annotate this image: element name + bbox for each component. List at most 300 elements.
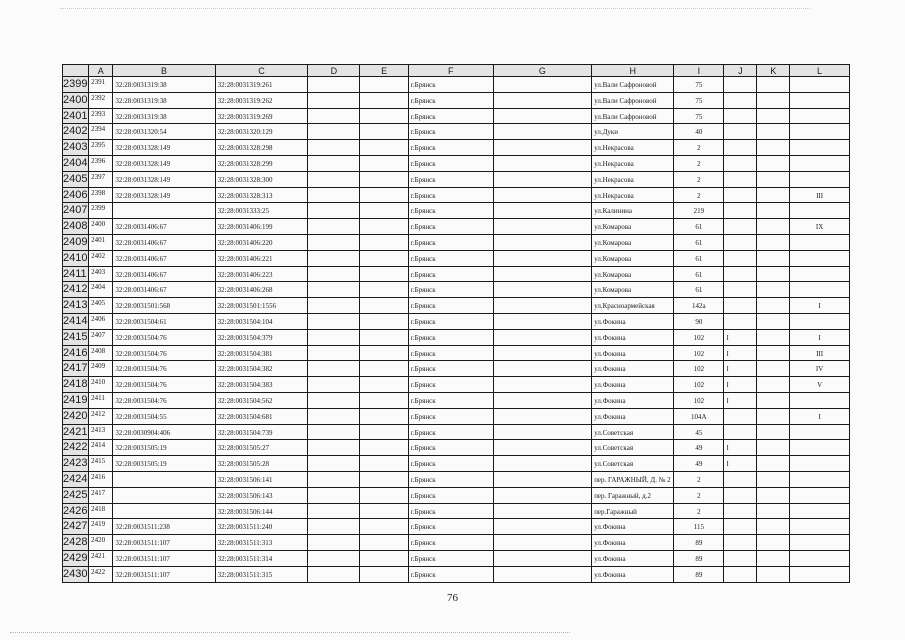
row-number[interactable]: 2404: [62, 156, 89, 172]
cell-j[interactable]: [724, 251, 757, 267]
cell-l[interactable]: [790, 156, 850, 172]
cell-e[interactable]: [360, 346, 408, 362]
row-number[interactable]: 2420: [62, 409, 89, 425]
cell-h[interactable]: ул.Фокина: [592, 535, 674, 551]
cell-l[interactable]: V: [790, 377, 850, 393]
cell-h[interactable]: ул.Фокина: [592, 361, 674, 377]
cell-h[interactable]: ул.Калинина: [592, 203, 674, 219]
cell-i[interactable]: 49: [674, 456, 724, 472]
cell-c[interactable]: 32:28:0031319:269: [216, 109, 309, 125]
cell-a[interactable]: 2416: [89, 472, 113, 488]
cell-l[interactable]: [790, 235, 850, 251]
cell-l[interactable]: [790, 393, 850, 409]
cell-e[interactable]: [360, 551, 408, 567]
cell-d[interactable]: [308, 203, 360, 219]
cell-l[interactable]: [790, 504, 850, 520]
cell-d[interactable]: [308, 124, 360, 140]
cell-a[interactable]: 2398: [89, 188, 113, 204]
cell-k[interactable]: [757, 203, 790, 219]
cell-a[interactable]: 2395: [89, 140, 113, 156]
cell-a[interactable]: 2406: [89, 314, 113, 330]
cell-k[interactable]: [757, 425, 790, 441]
cell-c[interactable]: 32:28:0031504:562: [216, 393, 309, 409]
cell-i[interactable]: 61: [674, 282, 724, 298]
cell-k[interactable]: [757, 551, 790, 567]
cell-f[interactable]: г.Брянск: [409, 535, 494, 551]
row-number[interactable]: 2406: [62, 188, 89, 204]
cell-e[interactable]: [360, 361, 408, 377]
cell-g[interactable]: [494, 188, 592, 204]
cell-d[interactable]: [308, 251, 360, 267]
cell-b[interactable]: 32:28:0031504:55: [113, 409, 215, 425]
cell-g[interactable]: [494, 361, 592, 377]
cell-h[interactable]: ул.Советская: [592, 425, 674, 441]
row-number[interactable]: 2405: [62, 172, 89, 188]
column-header-e[interactable]: E: [360, 64, 408, 77]
cell-h[interactable]: ул.Вали Сафроновой: [592, 93, 674, 109]
cell-h[interactable]: ул.Дуки: [592, 124, 674, 140]
cell-f[interactable]: г.Брянск: [409, 314, 494, 330]
cell-f[interactable]: г.Брянск: [409, 235, 494, 251]
cell-f[interactable]: г.Брянск: [409, 456, 494, 472]
cell-f[interactable]: г.Брянск: [409, 124, 494, 140]
cell-b[interactable]: 32:28:0031504:76: [113, 346, 215, 362]
cell-l[interactable]: [790, 535, 850, 551]
cell-a[interactable]: 2405: [89, 298, 113, 314]
cell-h[interactable]: ул.Комарова: [592, 282, 674, 298]
cell-g[interactable]: [494, 535, 592, 551]
row-number[interactable]: 2422: [62, 440, 89, 456]
cell-b[interactable]: 32:28:0030904:406: [113, 425, 215, 441]
row-number[interactable]: 2426: [62, 504, 89, 520]
cell-f[interactable]: г.Брянск: [409, 346, 494, 362]
cell-c[interactable]: 32:28:0031501:1556: [216, 298, 309, 314]
row-number[interactable]: 2407: [62, 203, 89, 219]
cell-g[interactable]: [494, 93, 592, 109]
cell-a[interactable]: 2403: [89, 267, 113, 283]
cell-j[interactable]: I: [724, 377, 757, 393]
cell-k[interactable]: [757, 456, 790, 472]
cell-a[interactable]: 2421: [89, 551, 113, 567]
row-number[interactable]: 2400: [62, 93, 89, 109]
cell-e[interactable]: [360, 77, 408, 93]
cell-f[interactable]: г.Брянск: [409, 567, 494, 583]
cell-l[interactable]: [790, 282, 850, 298]
cell-c[interactable]: 32:28:0031406:223: [216, 267, 309, 283]
cell-a[interactable]: 2399: [89, 203, 113, 219]
cell-k[interactable]: [757, 346, 790, 362]
cell-k[interactable]: [757, 393, 790, 409]
cell-j[interactable]: [724, 267, 757, 283]
cell-d[interactable]: [308, 425, 360, 441]
cell-j[interactable]: [724, 156, 757, 172]
cell-b[interactable]: 32:28:0031328:149: [113, 140, 215, 156]
cell-l[interactable]: [790, 551, 850, 567]
cell-i[interactable]: 89: [674, 535, 724, 551]
row-number[interactable]: 2417: [62, 361, 89, 377]
cell-d[interactable]: [308, 235, 360, 251]
cell-a[interactable]: 2408: [89, 346, 113, 362]
cell-i[interactable]: 102: [674, 346, 724, 362]
cell-l[interactable]: I: [790, 330, 850, 346]
cell-i[interactable]: 89: [674, 567, 724, 583]
column-header-j[interactable]: J: [724, 64, 757, 77]
cell-c[interactable]: 32:28:0031320:129: [216, 124, 309, 140]
cell-b[interactable]: 32:28:0031504:61: [113, 314, 215, 330]
cell-c[interactable]: 32:28:0031406:268: [216, 282, 309, 298]
cell-l[interactable]: [790, 440, 850, 456]
cell-c[interactable]: 32:28:0031406:220: [216, 235, 309, 251]
cell-f[interactable]: г.Брянск: [409, 504, 494, 520]
cell-g[interactable]: [494, 551, 592, 567]
cell-j[interactable]: I: [724, 361, 757, 377]
cell-j[interactable]: I: [724, 456, 757, 472]
cell-h[interactable]: пер.Гаражный: [592, 504, 674, 520]
cell-f[interactable]: г.Брянск: [409, 488, 494, 504]
cell-f[interactable]: г.Брянск: [409, 425, 494, 441]
cell-g[interactable]: [494, 330, 592, 346]
cell-e[interactable]: [360, 298, 408, 314]
cell-k[interactable]: [757, 504, 790, 520]
cell-e[interactable]: [360, 219, 408, 235]
cell-f[interactable]: г.Брянск: [409, 472, 494, 488]
cell-c[interactable]: 32:28:0031319:261: [216, 77, 309, 93]
cell-a[interactable]: 2393: [89, 109, 113, 125]
cell-l[interactable]: [790, 425, 850, 441]
cell-g[interactable]: [494, 409, 592, 425]
cell-e[interactable]: [360, 124, 408, 140]
cell-c[interactable]: 32:28:0031506:144: [216, 504, 309, 520]
cell-l[interactable]: [790, 251, 850, 267]
cell-i[interactable]: 2: [674, 172, 724, 188]
cell-c[interactable]: 32:28:0031504:381: [216, 346, 309, 362]
cell-d[interactable]: [308, 77, 360, 93]
cell-c[interactable]: 32:28:0031328:299: [216, 156, 309, 172]
cell-e[interactable]: [360, 393, 408, 409]
cell-d[interactable]: [308, 551, 360, 567]
column-header-k[interactable]: K: [757, 64, 790, 77]
cell-f[interactable]: г.Брянск: [409, 93, 494, 109]
row-number[interactable]: 2428: [62, 535, 89, 551]
cell-e[interactable]: [360, 409, 408, 425]
cell-i[interactable]: 2: [674, 156, 724, 172]
cell-b[interactable]: 32:28:0031406:67: [113, 282, 215, 298]
cell-i[interactable]: 49: [674, 440, 724, 456]
cell-l[interactable]: [790, 77, 850, 93]
cell-d[interactable]: [308, 535, 360, 551]
cell-f[interactable]: г.Брянск: [409, 251, 494, 267]
cell-e[interactable]: [360, 314, 408, 330]
cell-j[interactable]: I: [724, 346, 757, 362]
cell-f[interactable]: г.Брянск: [409, 109, 494, 125]
cell-j[interactable]: [724, 188, 757, 204]
cell-k[interactable]: [757, 519, 790, 535]
column-header-a[interactable]: A: [89, 64, 113, 77]
cell-i[interactable]: 115: [674, 519, 724, 535]
cell-j[interactable]: [724, 172, 757, 188]
cell-a[interactable]: 2413: [89, 425, 113, 441]
cell-c[interactable]: 32:28:0031505:27: [216, 440, 309, 456]
cell-f[interactable]: г.Брянск: [409, 77, 494, 93]
cell-e[interactable]: [360, 188, 408, 204]
cell-d[interactable]: [308, 519, 360, 535]
cell-k[interactable]: [757, 535, 790, 551]
cell-b[interactable]: 32:28:0031504:76: [113, 393, 215, 409]
cell-h[interactable]: ул.Комарова: [592, 235, 674, 251]
cell-k[interactable]: [757, 267, 790, 283]
cell-c[interactable]: 32:28:0031511:240: [216, 519, 309, 535]
cell-b[interactable]: 32:28:0031328:149: [113, 172, 215, 188]
cell-g[interactable]: [494, 109, 592, 125]
cell-i[interactable]: 89: [674, 551, 724, 567]
cell-c[interactable]: 32:28:0031328:313: [216, 188, 309, 204]
cell-g[interactable]: [494, 235, 592, 251]
cell-i[interactable]: 75: [674, 109, 724, 125]
cell-l[interactable]: I: [790, 298, 850, 314]
cell-g[interactable]: [494, 156, 592, 172]
cell-l[interactable]: [790, 109, 850, 125]
cell-g[interactable]: [494, 140, 592, 156]
cell-g[interactable]: [494, 172, 592, 188]
cell-g[interactable]: [494, 567, 592, 583]
cell-f[interactable]: г.Брянск: [409, 282, 494, 298]
cell-e[interactable]: [360, 377, 408, 393]
cell-f[interactable]: г.Брянск: [409, 551, 494, 567]
row-number[interactable]: 2427: [62, 519, 89, 535]
cell-d[interactable]: [308, 393, 360, 409]
cell-j[interactable]: [724, 77, 757, 93]
cell-d[interactable]: [308, 361, 360, 377]
cell-b[interactable]: 32:28:0031319:38: [113, 93, 215, 109]
cell-e[interactable]: [360, 488, 408, 504]
cell-h[interactable]: ул.Фокина: [592, 567, 674, 583]
cell-k[interactable]: [757, 488, 790, 504]
cell-k[interactable]: [757, 235, 790, 251]
cell-j[interactable]: [724, 203, 757, 219]
cell-k[interactable]: [757, 440, 790, 456]
cell-d[interactable]: [308, 298, 360, 314]
cell-e[interactable]: [360, 535, 408, 551]
cell-i[interactable]: 2: [674, 472, 724, 488]
cell-d[interactable]: [308, 330, 360, 346]
cell-a[interactable]: 2419: [89, 519, 113, 535]
cell-b[interactable]: 32:28:0031511:107: [113, 567, 215, 583]
column-header-d[interactable]: D: [308, 64, 360, 77]
column-header-g[interactable]: G: [494, 64, 592, 77]
column-header-l[interactable]: L: [790, 64, 850, 77]
cell-i[interactable]: 61: [674, 267, 724, 283]
cell-i[interactable]: 102: [674, 361, 724, 377]
cell-j[interactable]: [724, 140, 757, 156]
row-number[interactable]: 2408: [62, 219, 89, 235]
cell-b[interactable]: 32:28:0031504:76: [113, 361, 215, 377]
cell-h[interactable]: ул.Фокина: [592, 330, 674, 346]
cell-b[interactable]: [113, 488, 215, 504]
cell-j[interactable]: [724, 567, 757, 583]
cell-k[interactable]: [757, 93, 790, 109]
cell-c[interactable]: 32:28:0031504:739: [216, 425, 309, 441]
cell-k[interactable]: [757, 377, 790, 393]
cell-e[interactable]: [360, 109, 408, 125]
cell-a[interactable]: 2396: [89, 156, 113, 172]
cell-g[interactable]: [494, 456, 592, 472]
cell-a[interactable]: 2400: [89, 219, 113, 235]
cell-i[interactable]: 142а: [674, 298, 724, 314]
cell-g[interactable]: [494, 203, 592, 219]
cell-b[interactable]: 32:28:0031406:67: [113, 267, 215, 283]
cell-b[interactable]: [113, 504, 215, 520]
cell-e[interactable]: [360, 456, 408, 472]
cell-a[interactable]: 2397: [89, 172, 113, 188]
cell-b[interactable]: 32:28:0031511:238: [113, 519, 215, 535]
cell-h[interactable]: ул.Вали Сафроновой: [592, 77, 674, 93]
cell-e[interactable]: [360, 504, 408, 520]
cell-h[interactable]: ул.Советская: [592, 456, 674, 472]
cell-i[interactable]: 2: [674, 140, 724, 156]
cell-l[interactable]: [790, 314, 850, 330]
cell-l[interactable]: [790, 472, 850, 488]
cell-j[interactable]: [724, 282, 757, 298]
cell-d[interactable]: [308, 172, 360, 188]
cell-f[interactable]: г.Брянск: [409, 330, 494, 346]
cell-c[interactable]: 32:28:0031319:262: [216, 93, 309, 109]
cell-h[interactable]: ул.Фокина: [592, 409, 674, 425]
cell-g[interactable]: [494, 219, 592, 235]
cell-b[interactable]: 32:28:0031328:149: [113, 188, 215, 204]
cell-j[interactable]: [724, 93, 757, 109]
cell-h[interactable]: ул.Некрасова: [592, 188, 674, 204]
cell-g[interactable]: [494, 298, 592, 314]
cell-e[interactable]: [360, 425, 408, 441]
cell-b[interactable]: 32:28:0031320:54: [113, 124, 215, 140]
cell-d[interactable]: [308, 109, 360, 125]
cell-f[interactable]: г.Брянск: [409, 219, 494, 235]
cell-c[interactable]: 32:28:0031504:104: [216, 314, 309, 330]
cell-a[interactable]: 2418: [89, 504, 113, 520]
cell-a[interactable]: 2414: [89, 440, 113, 456]
cell-b[interactable]: 32:28:0031406:67: [113, 219, 215, 235]
cell-c[interactable]: 32:28:0031406:199: [216, 219, 309, 235]
cell-h[interactable]: ул.Красноармейская: [592, 298, 674, 314]
cell-k[interactable]: [757, 77, 790, 93]
row-number[interactable]: 2401: [62, 109, 89, 125]
cell-b[interactable]: 32:28:0031319:38: [113, 77, 215, 93]
cell-e[interactable]: [360, 440, 408, 456]
cell-c[interactable]: 32:28:0031504:379: [216, 330, 309, 346]
cell-b[interactable]: 32:28:0031319:38: [113, 109, 215, 125]
row-number[interactable]: 2425: [62, 488, 89, 504]
column-header-i[interactable]: I: [674, 64, 724, 77]
cell-d[interactable]: [308, 472, 360, 488]
cell-j[interactable]: [724, 425, 757, 441]
cell-h[interactable]: ул.Фокина: [592, 551, 674, 567]
row-number[interactable]: 2416: [62, 346, 89, 362]
cell-c[interactable]: 32:28:0031328:298: [216, 140, 309, 156]
cell-l[interactable]: [790, 93, 850, 109]
cell-k[interactable]: [757, 282, 790, 298]
cell-e[interactable]: [360, 267, 408, 283]
cell-g[interactable]: [494, 519, 592, 535]
cell-g[interactable]: [494, 393, 592, 409]
cell-l[interactable]: [790, 203, 850, 219]
cell-d[interactable]: [308, 267, 360, 283]
cell-a[interactable]: 2404: [89, 282, 113, 298]
cell-e[interactable]: [360, 519, 408, 535]
cell-l[interactable]: [790, 456, 850, 472]
column-header-c[interactable]: C: [216, 64, 309, 77]
cell-e[interactable]: [360, 472, 408, 488]
cell-d[interactable]: [308, 409, 360, 425]
cell-j[interactable]: [724, 298, 757, 314]
cell-a[interactable]: 2407: [89, 330, 113, 346]
cell-k[interactable]: [757, 472, 790, 488]
cell-h[interactable]: ул.Некрасова: [592, 172, 674, 188]
cell-g[interactable]: [494, 251, 592, 267]
column-header-b[interactable]: B: [113, 64, 215, 77]
cell-b[interactable]: 32:28:0031406:67: [113, 251, 215, 267]
cell-d[interactable]: [308, 488, 360, 504]
cell-a[interactable]: 2394: [89, 124, 113, 140]
cell-l[interactable]: IX: [790, 219, 850, 235]
row-number[interactable]: 2429: [62, 551, 89, 567]
cell-c[interactable]: 32:28:0031504:382: [216, 361, 309, 377]
cell-e[interactable]: [360, 93, 408, 109]
cell-j[interactable]: [724, 504, 757, 520]
cell-d[interactable]: [308, 156, 360, 172]
cell-e[interactable]: [360, 567, 408, 583]
cell-c[interactable]: 32:28:0031511:313: [216, 535, 309, 551]
cell-k[interactable]: [757, 188, 790, 204]
cell-e[interactable]: [360, 282, 408, 298]
cell-k[interactable]: [757, 156, 790, 172]
cell-c[interactable]: 32:28:0031506:141: [216, 472, 309, 488]
cell-e[interactable]: [360, 251, 408, 267]
cell-e[interactable]: [360, 330, 408, 346]
cell-j[interactable]: I: [724, 330, 757, 346]
row-number[interactable]: 2415: [62, 330, 89, 346]
cell-d[interactable]: [308, 314, 360, 330]
cell-f[interactable]: г.Брянск: [409, 298, 494, 314]
column-header-f[interactable]: F: [409, 64, 494, 77]
cell-j[interactable]: [724, 488, 757, 504]
cell-g[interactable]: [494, 314, 592, 330]
cell-b[interactable]: [113, 203, 215, 219]
cell-d[interactable]: [308, 219, 360, 235]
column-header-h[interactable]: H: [592, 64, 674, 77]
cell-l[interactable]: [790, 124, 850, 140]
cell-k[interactable]: [757, 330, 790, 346]
cell-i[interactable]: 90: [674, 314, 724, 330]
cell-l[interactable]: [790, 172, 850, 188]
cell-c[interactable]: 32:28:0031504:681: [216, 409, 309, 425]
cell-l[interactable]: IV: [790, 361, 850, 377]
cell-e[interactable]: [360, 140, 408, 156]
cell-b[interactable]: 32:28:0031504:76: [113, 330, 215, 346]
cell-j[interactable]: [724, 124, 757, 140]
cell-l[interactable]: [790, 488, 850, 504]
cell-f[interactable]: г.Брянск: [409, 172, 494, 188]
cell-j[interactable]: [724, 235, 757, 251]
cell-f[interactable]: г.Брянск: [409, 377, 494, 393]
cell-j[interactable]: [724, 519, 757, 535]
cell-b[interactable]: 32:28:0031328:149: [113, 156, 215, 172]
cell-a[interactable]: 2391: [89, 77, 113, 93]
cell-f[interactable]: г.Брянск: [409, 203, 494, 219]
cell-e[interactable]: [360, 235, 408, 251]
cell-i[interactable]: 75: [674, 93, 724, 109]
cell-l[interactable]: [790, 519, 850, 535]
cell-i[interactable]: 102: [674, 330, 724, 346]
